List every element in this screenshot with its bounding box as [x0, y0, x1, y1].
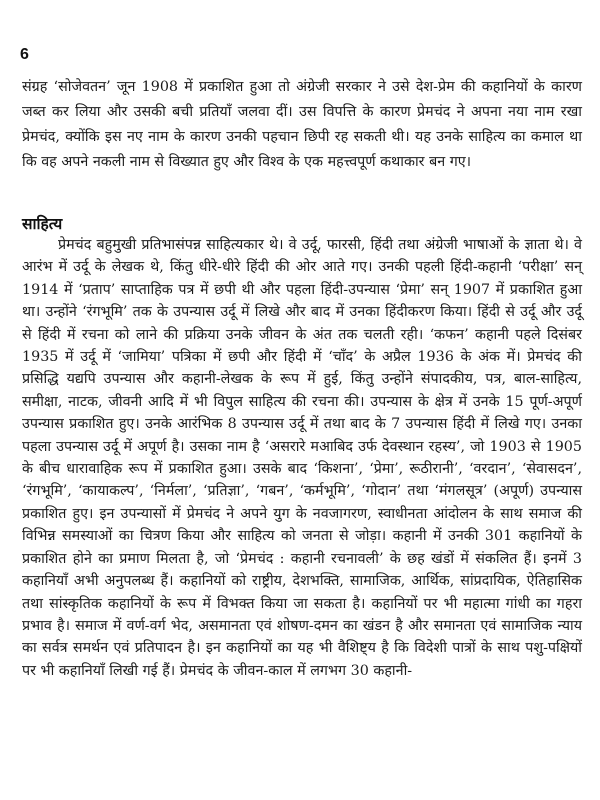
page-number: 6: [20, 46, 29, 63]
section-heading: साहित्य: [22, 214, 63, 233]
section-body: प्रेमचंद बहुमुखी प्रतिभासंपन्न साहित्यकार थे। वे उर्दू, फारसी, हिंदी तथा अंग्रेजी भाषाओं के ज्ञाता थे। वे आरंभ में उर्दू के लेखक थे, किंतु धीरे-धीरे हिंदी की ओर आते गए। उनकी पहली हिंदी-कहानी ‘परीक्षा’ सन् 1914 में ‘प्रताप’ साप्ताहिक पत्र में छपी थी और पहला हिंदी-उपन्यास ‘प्रेमा’ सन् 1907 में प्रकाशित हुआ था। उन्होंने ‘रंगभूमि’ तक के उपन्यास उर्दू में लिखे और बाद में उनका हिंदीकरण किया। हिंदी से उर्दू और उर्दू से हिंदी में रचना को लाने की प्रक्रिया उनके जीवन के अंत तक चलती रही। ‘कफन’ कहानी पहले दिसंबर 1935 में उर्दू में ‘जामिया’ पत्रिका में छपी और हिंदी में ‘चाँद’ के अप्रैल 1936 के अंक में। प्रेमचंद की प्रसिद्धि यद्यपि उपन्यास और कहानी-लेखक के रूप में हुई, किंतु उन्होंने संपादकीय, पत्र, बाल-साहित्य, समीक्षा, नाटक, जीवनी आदि में भी विपुल साहित्य की रचना की। उपन्यास के क्षेत्र में उनके 15 पूर्ण-अपूर्ण उपन्यास प्रकाशित हुए। उनके आरंभिक 8 उपन्यास उर्दू में तथा बाद के 7 उपन्यास हिंदी में लिखे गए। उनका पहला उपन्यास उर्दू में अपूर्ण है। उसका नाम है ‘असरारे मआबिद उर्फ देवस्थान रहस्य’, जो 1903 से 1905 के बीच धारावाहिक रूप में प्रकाशित हुआ। उसके बाद ‘किशना’, ‘प्रेमा’, रूठीरानी’, ‘वरदान’, ‘सेवासदन’, ‘रंगभूमि’, ‘कायाकल्प’, ‘निर्मला’, ‘प्रतिज्ञा’, ‘गबन’, ‘कर्मभूमि’, ‘गोदान’ तथा ‘मंगलसूत्र’ (अपूर्ण) उपन्यास प्रकाशित हुए। इन उपन्यासों में प्रेमचंद ने अपने युग के नवजागरण, स्वाधीनता आंदोलन के साथ समाज की विभिन्न समस्याओं का चित्रण किया और साहित्य को जनता से जोड़ा। कहानी में उनकी 301 कहानियों के प्रकाशित होने का प्रमाण मिलता है, जो ‘प्रेमचंद : कहानी रचनावली’ के छह खंडों में संकलित हैं। इनमें 3 कहानियाँ अभी अनुपलब्ध हैं। कहानियों को राष्ट्रीय, देशभक्ति, सामाजिक, आर्थिक, सांप्रदायिक, ऐतिहासिक तथा सांस्कृतिक कहानियों के रूप में विभक्त किया जा सकता है। कहानियों पर भी महात्मा गांधी का गहरा प्रभाव है। समाज में वर्ण-वर्ग भेद, असमानता एवं शोषण-दमन का खंडन है और समानता एवं सामाजिक न्याय का सर्वत्र समर्थन एवं प्रतिपादन है। इन कहानियों का यह भी वैशिष्ट्य है कि विदेशी पात्रों के साथ पशु-पक्षियों पर भी कहानियाँ लिखी गई हैं। प्रेमचंद के जीवन-काल में लगभग 30 कहानी-: [22, 237, 582, 679]
intro-paragraph: संग्रह ‘सोजेवतन’ जून 1908 में प्रकाशित हुआ तो अंग्रेजी सरकार ने उसे देश-प्रेम की कहानियों के कारण जब्त कर लिया और उसकी बची प्रतियाँ जलवा दीं। उस विपत्ति के कारण प्रेमचंद ने अपना नया नाम रखा प्रेमचंद, क्योंकि इस नए नाम के कारण उनकी पहचान छिपी रह सकती थी। यह उनके साहित्य का कमाल था कि वह अपने नकली नाम से विख्यात हुए और विश्व के एक महत्त्वपूर्ण कथाकार बन गए।: [22, 79, 582, 170]
